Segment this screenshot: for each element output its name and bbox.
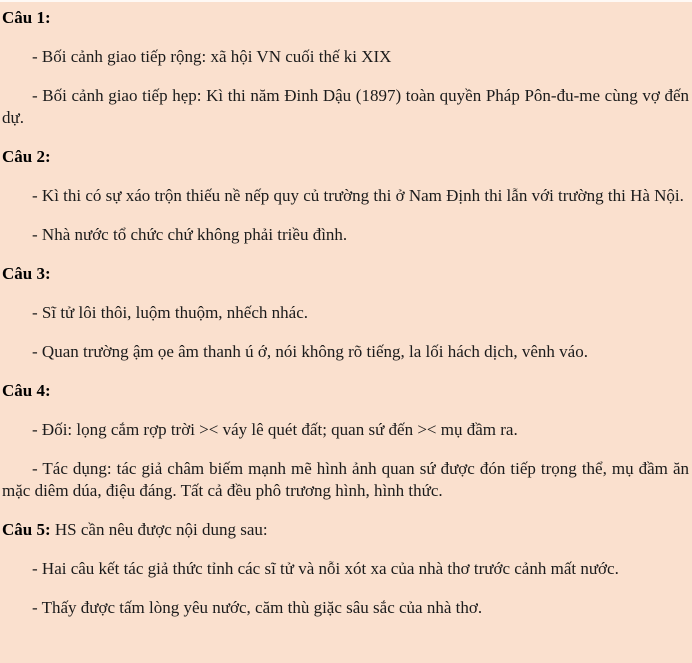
question-4-label: Câu 4: (2, 381, 51, 400)
question-1-label: Câu 1: (2, 8, 51, 27)
answer-3-point-1: - Sĩ tử lôi thôi, luộm thuộm, nhếch nhác. (32, 303, 308, 322)
answer-4-point-2: - Tác dụng: tác giả châm biếm mạnh mẽ hình ảnh quan sứ được đón tiếp trọng thể, mụ đầm ăn mặc diêm dúa, điệu đáng. Tất cả đều phô trương hình, hình thức. (2, 459, 689, 500)
answer-5-point-1: - Hai câu kết tác giả thức tỉnh các sĩ tử và nỗi xót xa của nhà thơ trước cảnh mất nước. (32, 559, 619, 578)
answer-4-point-1: - Đối: lọng cắm rợp trời >< váy lê quét đất; quan sứ đến >< mụ đầm ra. (32, 420, 518, 439)
question-2-heading (2, 146, 689, 168)
answer-3-point-2: - Quan trường ậm ọe âm thanh ú ớ, nói không rõ tiếng, la lối hách dịch, vênh váo. (32, 342, 588, 361)
answer-5-point-2: - Thấy được tấm lòng yêu nước, căm thù giặc sâu sắc của nhà thơ. (32, 598, 483, 617)
question-1-heading (2, 7, 689, 29)
answer-2-point-2: - Nhà nước tổ chức chứ không phải triều đình. (32, 225, 348, 244)
question-2-label: Câu 2: (2, 147, 51, 166)
question-3-heading (2, 263, 689, 285)
answer-1-point-2: - Bối cảnh giao tiếp hẹp: Kì thi năm Đinh Dậu (1897) toàn quyền Pháp Pôn-đu-me cùng vợ đến dự. (2, 86, 689, 127)
answer-1-point-1: - Bối cảnh giao tiếp rộng: xã hội VN cuối thế ki XIX (32, 47, 392, 66)
question-4-heading (2, 380, 689, 402)
question-3-label: Câu 3: (2, 264, 51, 283)
question-5-heading: Câu 5: HS cần nêu được nội dung sau: (2, 520, 268, 539)
question-5-label: Câu 5: (2, 520, 51, 539)
answer-2-point-1: - Kì thi có sự xáo trộn thiếu nề nếp quy củ trường thi ở Nam Định thi lẫn với trường thi Hà Nội. (32, 186, 684, 205)
